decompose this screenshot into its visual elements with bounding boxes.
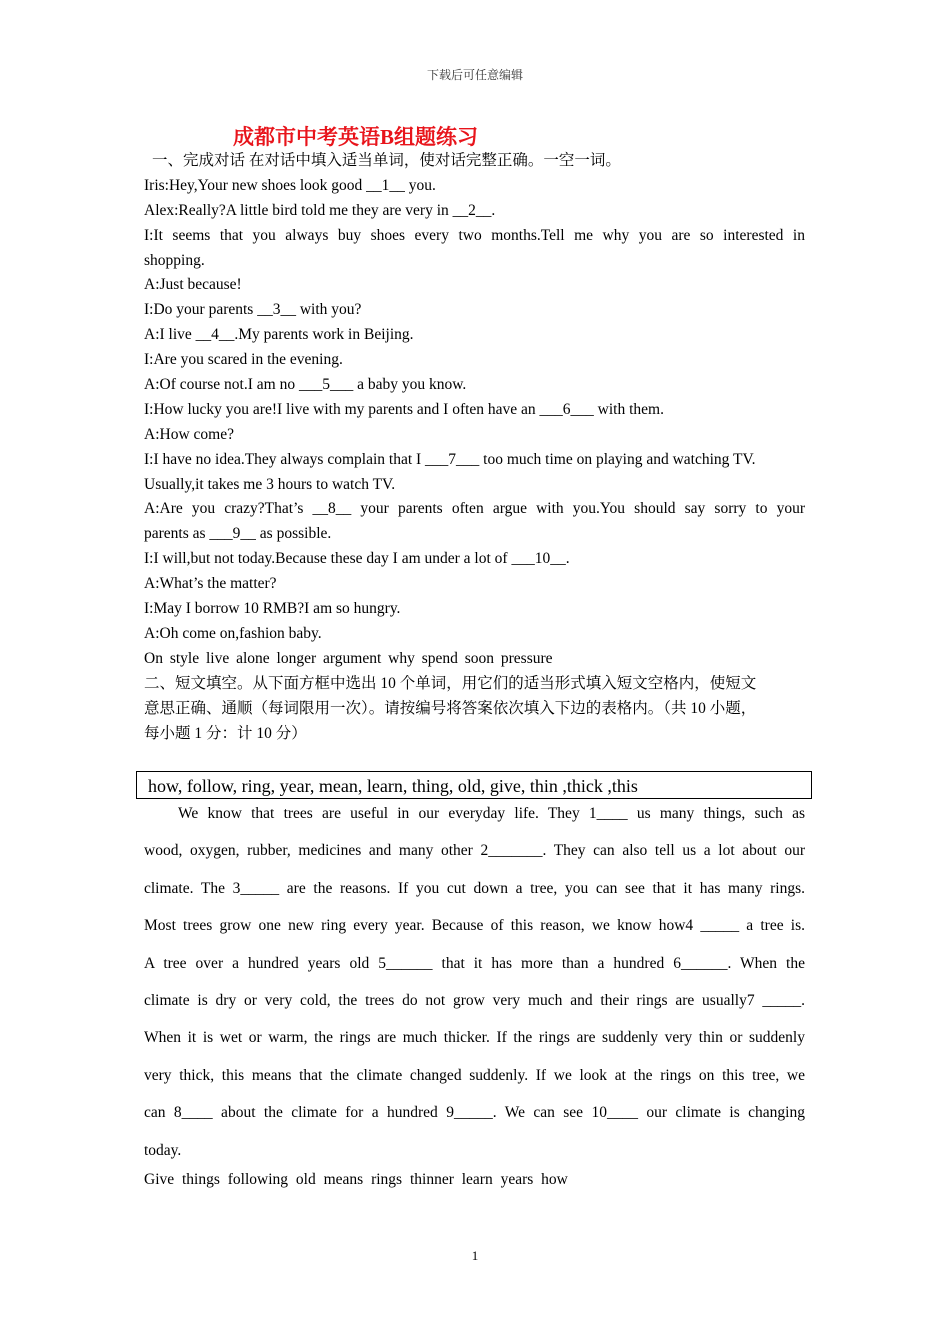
- dialogue-line: A:Are you crazy?That’s __8__ your parents often argue with you.You should say sorry to your: [144, 500, 805, 518]
- dialogue-line: Alex:Really?A little bird told me they are very in __2__.: [144, 201, 496, 219]
- section-1-instruction: 一、完成对话 在对话中填入适当单词，使对话完整正确。一空一词。: [152, 152, 621, 169]
- passage-line: climate. The 3_____ are the reasons. If you cut down a tree, you can see that it has many rings.: [144, 879, 805, 897]
- dialogue-line: A:I live __4__.My parents work in Beijing.: [144, 326, 414, 344]
- dialogue-line: A:Just because!: [144, 276, 242, 294]
- dialogue-line: A:Of course not.I am no ___5___ a baby you know.: [144, 376, 467, 394]
- passage-line: We know that trees are useful in our everyday life. They 1____ us many things, such as: [178, 805, 805, 822]
- dialogue-line: A:Oh come on,fashion baby.: [144, 624, 322, 642]
- dialogue-line: I:Do your parents __3__ with you?: [144, 301, 362, 319]
- section-1: [144, 149, 805, 672]
- dialogue-line: A:How come?: [144, 425, 234, 443]
- dialogue-line: I:It seems that you always buy shoes every two months.Tell me why you are so interested in: [144, 226, 805, 244]
- passage-line: very thick, this means that the climate changed suddenly. If we look at the rings on this tree, we: [144, 1066, 805, 1084]
- passage-line: climate is dry or very cold, the trees do not grow very much and their rings are usually7 _____.: [144, 991, 805, 1009]
- instruction-line: 每小题 1 分：计 10 分）: [144, 724, 307, 742]
- section-2-instruction: [144, 672, 816, 747]
- answer-word-list: Give things following old means rings thinner learn years how: [144, 1171, 568, 1188]
- dialogue-line: I:Are you scared in the evening.: [144, 351, 343, 369]
- dialogue-line: I:How lucky you are!I live with my parents and I often have an ___6___ with them.: [144, 400, 664, 418]
- dialogue-line: I:May I borrow 10 RMB?I am so hungry.: [144, 600, 401, 618]
- dialogue-line: A:What’s the matter?: [144, 575, 277, 593]
- word-box: how, follow, ring, year, mean, learn, thing, old, give, thin ,thick ,this: [136, 771, 812, 799]
- dialogue-line: shopping.: [144, 251, 205, 269]
- passage-line: wood, oxygen, rubber, medicines and many other 2_______. They can also tell us a lot about our: [144, 842, 805, 860]
- dialogue-line: Iris:Hey,Your new shoes look good __1__ you.: [144, 176, 436, 194]
- passage: [144, 795, 805, 1169]
- passage-line: today.: [144, 1141, 182, 1159]
- instruction-line: 意思正确、通顺（每词限用一次）。请按编号将答案依次填入下边的表格内。（共 10 小题，: [144, 699, 757, 717]
- dialogue-line: I:I will,but not today.Because these day I am under a lot of ___10__.: [144, 550, 570, 568]
- dialogue-line: parents as ___9__ as possible.: [144, 525, 332, 543]
- passage-line: Most trees grow one new ring every year. Because of this reason, we know how4 _____ a tree is.: [144, 917, 805, 935]
- passage-line: A tree over a hundred years old 5______ that it has more than a hundred 6______. When the: [144, 954, 805, 972]
- instruction-line: 二、短文填空。从下面方框中选出 10 个单词，用它们的适当形式填入短文空格内，使短文: [144, 675, 757, 692]
- page-number: 1: [471, 1248, 479, 1263]
- dialogue-line: I:I have no idea.They always complain that I ___7___ too much time on playing and watching TV.: [144, 450, 756, 468]
- page-title: 成都市中考英语B组题练习: [233, 125, 479, 149]
- header-note: 下载后可任意编辑: [426, 68, 523, 82]
- dialogue-line: Usually,it takes me 3 hours to watch TV.: [144, 475, 396, 493]
- passage-line: can 8____ about the climate for a hundred 9_____. We can see 10____ our climate is changing: [144, 1104, 805, 1122]
- passage-line: When it is wet or warm, the rings are much thicker. If the rings are suddenly very thin or suddenly: [144, 1029, 805, 1047]
- section-1-word-bank: On style live alone longer argument why spend soon pressure: [144, 649, 553, 667]
